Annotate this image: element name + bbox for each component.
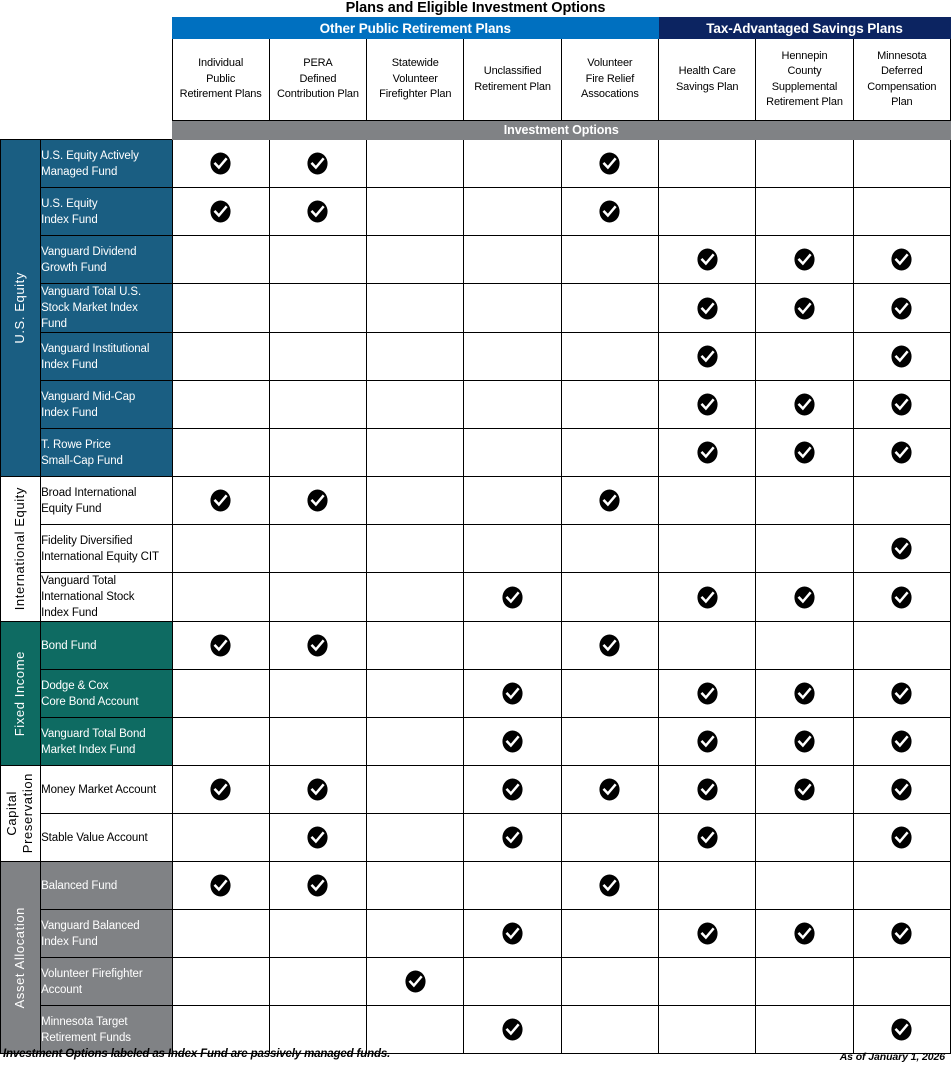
eligible-cell-checked [464, 573, 561, 622]
plan-column-header-3: Statewide Volunteer Firefighter Plan [367, 39, 464, 121]
eligible-cell-empty [367, 236, 464, 284]
eligible-cell-empty [172, 429, 269, 477]
check-mark-icon [793, 441, 816, 464]
eligible-cell-empty [561, 525, 658, 573]
check-mark-icon [890, 778, 913, 801]
eligible-cell-checked [659, 236, 756, 284]
table-row [1, 814, 951, 862]
eligible-cell-checked [172, 622, 269, 670]
eligible-cell-empty [172, 525, 269, 573]
investment-options-bar-row [1, 121, 951, 140]
eligible-cell-empty [464, 188, 561, 236]
check-mark-icon [501, 922, 524, 945]
table-row [1, 670, 951, 718]
eligible-cell-empty [367, 284, 464, 333]
eligible-cell-empty [367, 429, 464, 477]
check-mark-icon [501, 586, 524, 609]
eligible-cell-empty [561, 718, 658, 766]
check-mark-icon [696, 586, 719, 609]
eligible-cell-checked [659, 718, 756, 766]
fund-name: Bond Fund [41, 622, 172, 670]
eligible-cell-checked [853, 910, 950, 958]
fund-name: Vanguard Total U.S. Stock Market Index Fund [41, 284, 172, 333]
table-row [1, 573, 951, 622]
corner-spacer [1, 18, 173, 39]
category-label-fixed-income: Fixed Income [1, 622, 41, 766]
eligible-cell-empty [756, 814, 853, 862]
check-mark-icon [501, 1018, 524, 1041]
eligible-cell-checked [464, 814, 561, 862]
eligible-cell-checked [172, 766, 269, 814]
eligible-cell-checked [659, 429, 756, 477]
eligible-cell-checked [269, 766, 366, 814]
eligible-cell-checked [561, 862, 658, 910]
eligible-cell-empty [756, 958, 853, 1006]
eligible-cell-empty [659, 622, 756, 670]
check-mark-icon [890, 682, 913, 705]
eligible-cell-checked [464, 1006, 561, 1054]
check-mark-icon [696, 393, 719, 416]
eligible-cell-checked [561, 188, 658, 236]
fund-name: Vanguard Institutional Index Fund [41, 333, 172, 381]
eligible-cell-empty [659, 477, 756, 525]
eligible-cell-empty [464, 333, 561, 381]
eligible-cell-checked [853, 236, 950, 284]
eligible-cell-checked [853, 718, 950, 766]
check-mark-icon [696, 778, 719, 801]
table-row [1, 236, 951, 284]
table-row [1, 766, 951, 814]
table-row [1, 140, 951, 188]
fund-name: U.S. Equity Index Fund [41, 188, 172, 236]
check-mark-icon [793, 778, 816, 801]
eligible-cell-empty [464, 236, 561, 284]
fund-name: Vanguard Balanced Index Fund [41, 910, 172, 958]
eligible-cell-empty [172, 284, 269, 333]
check-mark-icon [501, 826, 524, 849]
check-mark-icon [793, 730, 816, 753]
eligible-cell-empty [269, 670, 366, 718]
check-mark-icon [890, 393, 913, 416]
eligible-cell-empty [561, 284, 658, 333]
check-mark-icon [793, 922, 816, 945]
check-mark-icon [793, 393, 816, 416]
eligible-cell-checked [853, 573, 950, 622]
eligible-cell-empty [464, 429, 561, 477]
plan-column-header-6: Health Care Savings Plan [659, 39, 756, 121]
check-mark-icon [209, 874, 232, 897]
plan-column-header-5: Volunteer Fire Relief Assocations [561, 39, 658, 121]
category-label-u-s-equity: U.S. Equity [1, 140, 41, 477]
eligible-cell-checked [853, 766, 950, 814]
check-mark-icon [793, 297, 816, 320]
plan-column-header-2: PERA Defined Contribution Plan [269, 39, 366, 121]
check-mark-icon [306, 200, 329, 223]
eligible-cell-checked [464, 670, 561, 718]
check-mark-icon [209, 152, 232, 175]
eligible-cell-checked [659, 573, 756, 622]
eligible-cell-empty [269, 333, 366, 381]
eligible-cell-empty [269, 1006, 366, 1054]
eligible-cell-checked [853, 429, 950, 477]
eligible-cell-empty [269, 718, 366, 766]
eligible-cell-empty [367, 766, 464, 814]
eligible-cell-empty [172, 670, 269, 718]
eligible-cell-empty [172, 958, 269, 1006]
eligible-cell-empty [172, 1006, 269, 1054]
check-mark-icon [306, 874, 329, 897]
eligible-cell-checked [172, 140, 269, 188]
fund-name: Vanguard Total International Stock Index Fund [41, 573, 172, 622]
plan-column-header-7: Hennepin County Supplemental Retirement Plan [756, 39, 853, 121]
fund-name: T. Rowe Price Small-Cap Fund [41, 429, 172, 477]
eligible-cell-empty [172, 236, 269, 284]
fund-name: U.S. Equity Actively Managed Fund [41, 140, 172, 188]
eligible-cell-empty [853, 140, 950, 188]
check-mark-icon [793, 682, 816, 705]
eligible-cell-checked [756, 718, 853, 766]
table-row [1, 525, 951, 573]
eligible-cell-checked [853, 670, 950, 718]
eligible-cell-checked [756, 670, 853, 718]
eligible-cell-empty [659, 862, 756, 910]
check-mark-icon [209, 200, 232, 223]
eligible-cell-empty [464, 862, 561, 910]
check-mark-icon [890, 345, 913, 368]
check-mark-icon [598, 874, 621, 897]
eligible-cell-empty [561, 1006, 658, 1054]
eligible-cell-empty [172, 381, 269, 429]
eligible-cell-empty [367, 670, 464, 718]
eligible-cell-empty [756, 525, 853, 573]
eligible-cell-checked [756, 429, 853, 477]
eligible-cell-empty [853, 862, 950, 910]
eligible-cell-checked [172, 477, 269, 525]
table-row [1, 1006, 951, 1054]
eligible-cell-checked [269, 622, 366, 670]
eligible-cell-empty [367, 573, 464, 622]
eligible-cell-empty [561, 236, 658, 284]
eligible-cell-empty [172, 814, 269, 862]
eligible-cell-empty [367, 1006, 464, 1054]
eligible-cell-checked [853, 525, 950, 573]
eligible-cell-checked [269, 814, 366, 862]
check-mark-icon [306, 826, 329, 849]
check-mark-icon [501, 778, 524, 801]
check-mark-icon [209, 634, 232, 657]
eligible-cell-empty [561, 381, 658, 429]
investment-options-bar-label: Investment Options [172, 121, 951, 140]
eligible-cell-empty [561, 910, 658, 958]
table-row [1, 862, 951, 910]
check-mark-icon [890, 248, 913, 271]
eligible-cell-empty [367, 718, 464, 766]
eligible-cell-empty [853, 188, 950, 236]
eligible-cell-checked [659, 333, 756, 381]
check-mark-icon [209, 489, 232, 512]
eligible-cell-empty [464, 140, 561, 188]
eligible-cell-checked [853, 381, 950, 429]
plan-column-header-8: Minnesota Deferred Compensation Plan [853, 39, 950, 121]
fund-name: Vanguard Mid-Cap Index Fund [41, 381, 172, 429]
eligible-cell-empty [464, 477, 561, 525]
eligible-cell-checked [561, 477, 658, 525]
eligible-cell-checked [464, 910, 561, 958]
eligible-cell-empty [269, 236, 366, 284]
eligible-cell-empty [853, 958, 950, 1006]
eligible-cell-checked [756, 381, 853, 429]
fund-name: Dodge & Cox Core Bond Account [41, 670, 172, 718]
fund-name: Money Market Account [41, 766, 172, 814]
check-mark-icon [696, 297, 719, 320]
eligible-cell-empty [561, 573, 658, 622]
eligible-cell-checked [269, 188, 366, 236]
check-mark-icon [890, 586, 913, 609]
eligible-cell-empty [367, 862, 464, 910]
eligible-cell-checked [561, 622, 658, 670]
eligible-cell-checked [367, 958, 464, 1006]
fund-name: Volunteer Firefighter Account [41, 958, 172, 1006]
check-mark-icon [890, 922, 913, 945]
eligible-cell-checked [853, 284, 950, 333]
eligible-cell-empty [756, 622, 853, 670]
table-row [1, 622, 951, 670]
eligible-cell-empty [464, 622, 561, 670]
eligible-cell-empty [172, 573, 269, 622]
eligible-cell-checked [756, 910, 853, 958]
eligible-cell-empty [561, 958, 658, 1006]
fund-name: Stable Value Account [41, 814, 172, 862]
eligible-cell-checked [756, 284, 853, 333]
table-row [1, 958, 951, 1006]
eligible-cell-empty [756, 477, 853, 525]
eligible-cell-empty [367, 814, 464, 862]
check-mark-icon [696, 441, 719, 464]
eligible-cell-empty [367, 910, 464, 958]
plan-column-header-1: Individual Public Retirement Plans [172, 39, 269, 121]
eligible-cell-empty [561, 333, 658, 381]
check-mark-icon [306, 778, 329, 801]
column-group-header-row [1, 18, 951, 39]
check-mark-icon [501, 730, 524, 753]
category-label-asset-allocation: Asset Allocation [1, 862, 41, 1054]
check-mark-icon [890, 826, 913, 849]
check-mark-icon [209, 778, 232, 801]
eligible-cell-checked [659, 284, 756, 333]
eligible-cell-checked [659, 766, 756, 814]
footnote: Investment Options labeled as Index Fund are passively managed funds. [3, 1048, 391, 1060]
eligible-cell-empty [659, 525, 756, 573]
eligible-cell-empty [756, 1006, 853, 1054]
category-label-international-equity: International Equity [1, 477, 41, 622]
check-mark-icon [404, 970, 427, 993]
bar-spacer [1, 121, 173, 140]
check-mark-icon [890, 537, 913, 560]
eligible-cell-checked [659, 814, 756, 862]
plan-column-header-4: Unclassified Retirement Plan [464, 39, 561, 121]
eligible-cell-checked [853, 333, 950, 381]
eligible-cell-empty [756, 140, 853, 188]
eligible-cell-empty [756, 862, 853, 910]
check-mark-icon [501, 682, 524, 705]
check-mark-icon [696, 922, 719, 945]
table-row [1, 718, 951, 766]
plan-column-header-row [1, 39, 951, 121]
eligible-cell-checked [172, 862, 269, 910]
table-row [1, 910, 951, 958]
check-mark-icon [306, 634, 329, 657]
eligible-cell-empty [269, 381, 366, 429]
table-row [1, 477, 951, 525]
eligible-cell-checked [659, 670, 756, 718]
eligible-cell-empty [659, 188, 756, 236]
check-mark-icon [598, 200, 621, 223]
eligible-cell-checked [172, 188, 269, 236]
eligible-cell-empty [464, 525, 561, 573]
check-mark-icon [793, 248, 816, 271]
eligible-cell-empty [269, 958, 366, 1006]
eligible-cell-empty [561, 670, 658, 718]
eligible-cell-checked [853, 814, 950, 862]
eligible-cell-checked [269, 862, 366, 910]
header-spacer [1, 39, 173, 121]
check-mark-icon [890, 1018, 913, 1041]
fund-name: Fidelity Diversified International Equity CIT [41, 525, 172, 573]
check-mark-icon [306, 152, 329, 175]
check-mark-icon [598, 634, 621, 657]
eligible-cell-empty [367, 333, 464, 381]
plans-investment-options-table [0, 17, 951, 1054]
check-mark-icon [598, 152, 621, 175]
column-group-tax-advantaged-savings-plans: Tax-Advantaged Savings Plans [659, 18, 951, 39]
eligible-cell-checked [853, 1006, 950, 1054]
eligible-cell-empty [367, 188, 464, 236]
table-row [1, 333, 951, 381]
eligible-cell-empty [172, 718, 269, 766]
eligible-cell-empty [269, 429, 366, 477]
check-mark-icon [696, 345, 719, 368]
table-row [1, 429, 951, 477]
category-label-capital-preservation: Capital Preservation [1, 766, 41, 862]
eligible-cell-empty [269, 525, 366, 573]
check-mark-icon [890, 297, 913, 320]
eligible-cell-checked [464, 766, 561, 814]
eligible-cell-checked [464, 718, 561, 766]
fund-name: Minnesota Target Retirement Funds [41, 1006, 172, 1054]
eligible-cell-empty [269, 910, 366, 958]
check-mark-icon [306, 489, 329, 512]
check-mark-icon [598, 778, 621, 801]
check-mark-icon [696, 248, 719, 271]
table-body [1, 18, 951, 1054]
page-title: Plans and Eligible Investment Options [345, 0, 606, 16]
eligible-cell-checked [659, 910, 756, 958]
table-row [1, 188, 951, 236]
eligible-cell-empty [659, 958, 756, 1006]
check-mark-icon [890, 730, 913, 753]
eligible-cell-empty [659, 140, 756, 188]
eligible-cell-empty [561, 429, 658, 477]
eligible-cell-empty [756, 333, 853, 381]
eligible-cell-empty [464, 958, 561, 1006]
eligible-cell-checked [269, 477, 366, 525]
eligible-cell-checked [269, 140, 366, 188]
fund-name: Vanguard Total Bond Market Index Fund [41, 718, 172, 766]
check-mark-icon [696, 682, 719, 705]
eligible-cell-empty [464, 284, 561, 333]
eligible-cell-checked [659, 381, 756, 429]
check-mark-icon [696, 730, 719, 753]
column-group-other-public-retirement-plans: Other Public Retirement Plans [172, 18, 659, 39]
eligible-cell-empty [464, 381, 561, 429]
eligible-cell-empty [659, 1006, 756, 1054]
table-row [1, 284, 951, 333]
eligible-cell-empty [367, 381, 464, 429]
eligible-cell-empty [853, 477, 950, 525]
fund-name: Broad International Equity Fund [41, 477, 172, 525]
eligible-cell-empty [172, 910, 269, 958]
eligible-cell-empty [367, 140, 464, 188]
eligible-cell-empty [853, 622, 950, 670]
check-mark-icon [598, 489, 621, 512]
eligible-cell-empty [367, 525, 464, 573]
eligible-cell-checked [561, 766, 658, 814]
check-mark-icon [890, 441, 913, 464]
eligible-cell-empty [756, 188, 853, 236]
eligible-cell-empty [269, 284, 366, 333]
fund-name: Vanguard Dividend Growth Fund [41, 236, 172, 284]
eligible-cell-empty [367, 622, 464, 670]
eligible-cell-checked [756, 573, 853, 622]
eligible-cell-checked [756, 236, 853, 284]
fund-name: Balanced Fund [41, 862, 172, 910]
eligible-cell-empty [561, 814, 658, 862]
check-mark-icon [793, 586, 816, 609]
check-mark-icon [696, 826, 719, 849]
eligible-cell-empty [172, 333, 269, 381]
table-row [1, 381, 951, 429]
as-of-date: As of January 1, 2026 [839, 1051, 945, 1063]
eligible-cell-empty [367, 477, 464, 525]
eligible-cell-checked [756, 766, 853, 814]
eligible-cell-checked [561, 140, 658, 188]
eligible-cell-empty [269, 573, 366, 622]
